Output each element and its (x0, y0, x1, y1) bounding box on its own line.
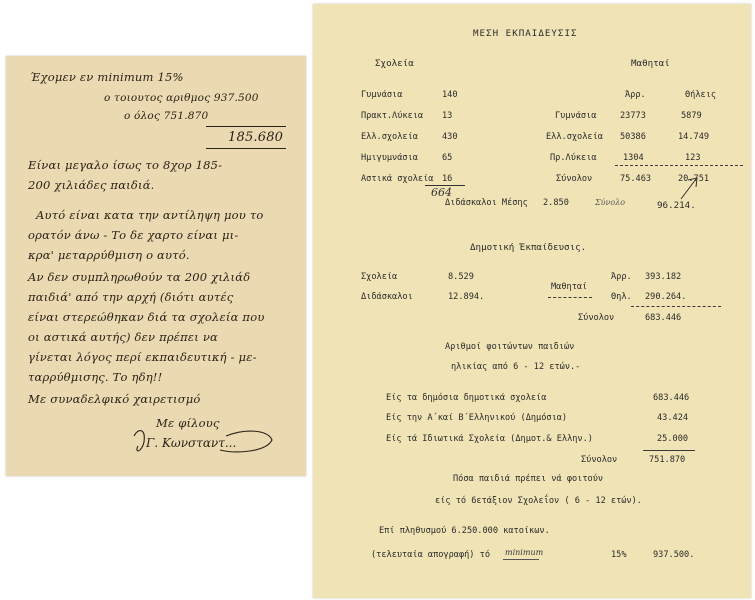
note-line: γίνεται λόγος περί εκπαιδευτική - με- (28, 350, 257, 364)
note-line: ο τοιουτος αριθμος 937.500 (104, 92, 259, 104)
handwritten-sum: 664 (431, 186, 452, 199)
attending-value: 683.446 (653, 393, 690, 403)
student-name: Ελλ.σχολεία (546, 132, 603, 142)
students-total-label: Σύνολον (556, 174, 593, 184)
note-line: Αν δεν συμπληρωθούν τα 200 χιλιάδ (28, 270, 251, 284)
primary-girls-value: 290.264. (645, 292, 687, 302)
attending-subtitle: ηλικίας από 6 - 12 ετών.- (451, 362, 581, 372)
population-value: 937.500. (653, 550, 695, 560)
doc-title: ΜΕΣΗ ΕΚΠΑΙΔΕΥΣΙΣ (473, 28, 578, 39)
school-name: Γυμνάσια (361, 90, 403, 100)
students-total-boys: 75.463 (620, 174, 652, 184)
note-line: παιδιά' από την αρχή (διότι αυτές (28, 290, 234, 304)
school-count: 65 (442, 153, 453, 163)
school-name: Ημιγυμνάσια (361, 153, 418, 163)
teachers-label: Διδάσκαλοι Μέσης (445, 198, 528, 208)
note-line: ορατόν άνω - Το δε χαρτο είναι μι- (28, 228, 239, 242)
student-name: Πρ.Λύκεια (550, 153, 597, 163)
attending-label: Είς τα δημόσια δημοτικά σχολεία (386, 393, 547, 403)
attending-total-value: 751.870 (649, 455, 686, 465)
primary-total-value: 683.446 (645, 313, 682, 323)
school-count: 16 (442, 174, 453, 184)
student-girls: 14.749 (678, 132, 710, 142)
question-line: Πόσα παιδιά πρέπει νά φοιτούν (453, 474, 604, 484)
school-name: Ελλ.σχολεία (361, 132, 418, 142)
attending-value: 43.424 (657, 413, 689, 423)
student-girls: 5879 (681, 111, 702, 121)
note-line: οι αστικά αυτής) δεν πρέπει να (28, 330, 219, 344)
primary-teachers-label: Διδάσκαλοι (361, 292, 413, 302)
note-line: Αυτό είναι κατα την αντίληψη μου το (36, 208, 264, 222)
handwritten-note (6, 56, 306, 476)
signature: Γ. Κωνσταντ... (146, 436, 237, 450)
signature-flourish (6, 56, 306, 476)
note-line: 200 χιλιάδες παιδιά. (28, 178, 155, 192)
student-boys: 1304 (623, 153, 644, 163)
note-line: είναι στερεώθηκαν διά τα σχολεία που (28, 310, 265, 324)
student-name: Γυμνάσια (555, 111, 597, 121)
note-line: Με συναδελφικό χαιρετισμό (28, 392, 201, 406)
note-line: ταρρύθμισης. Το ηδη!! (28, 370, 163, 384)
total-rule (631, 306, 721, 307)
primary-students-label: Μαθηταί (551, 282, 588, 292)
pencil-note: Σύνολο (595, 198, 626, 207)
primary-schools-label: Σχολεία (361, 272, 398, 282)
note-line: κρα' μεταρρύθμιση ο αυτό. (28, 248, 190, 262)
school-name: Αστικά σχολεία (361, 174, 434, 184)
teachers-value: 2.850 (543, 198, 569, 208)
population-line: (τελευταία απογραφή) τό (371, 550, 490, 560)
attending-label: Είς την Α΄καί Β΄Ελληνικού (Δημόσια) (386, 413, 568, 423)
school-count: 430 (442, 132, 458, 142)
question-line: είς τό 6ετάξιον Σχολεΐον ( 6 - 12 ετών). (435, 496, 642, 506)
population-percent: 15% (611, 550, 627, 560)
note-line: Έχομεν εν minimum 15% (30, 70, 184, 84)
primary-teachers-value: 12.894. (448, 292, 485, 302)
boys-header: Άρρ. (625, 90, 646, 100)
primary-boys-label: Άρρ. (611, 272, 632, 282)
primary-schools-value: 8.529 (448, 272, 474, 282)
note-line: Είναι μεγαλο ίσως το 8χορ 185- (28, 158, 223, 172)
total-rule (615, 165, 743, 166)
primary-boys-value: 393.182 (645, 272, 682, 282)
note-line: ο όλος 751.870 (124, 110, 209, 122)
primary-total-label: Σύνολον (578, 313, 615, 323)
handwritten-minimum: minimum (505, 548, 544, 557)
student-boys: 23773 (620, 111, 646, 121)
student-girls: 123 (685, 153, 701, 163)
students-label-rule (548, 297, 592, 298)
note-line: Με φίλους (156, 416, 220, 430)
attending-total-label: Σύνολον (581, 455, 618, 465)
note-line: 185.680 (228, 130, 284, 145)
school-count: 13 (442, 111, 453, 121)
minimum-underline (503, 559, 539, 560)
student-boys: 50386 (620, 132, 646, 142)
attending-title: Αριθμοί φοιτώντων παιδιών (445, 342, 575, 352)
population-line: Επί πληθυσμού 6.250.000 κατοίκων. (379, 526, 550, 536)
school-count: 140 (442, 90, 458, 100)
attending-value: 25.000 (657, 434, 689, 444)
schools-header: Σχολεία (375, 58, 414, 69)
school-name: Πρακτ.Λύκεια (361, 111, 424, 121)
girls-header: Θήλεις (685, 90, 717, 100)
typed-statistics-sheet (313, 4, 751, 598)
grand-total: 96.214. (657, 200, 696, 211)
attending-label: Είς τά Ιδιωτικά Σχολεία (Δημοτ.& Ελλην.) (386, 434, 593, 444)
primary-title: Δημοτική Έκπαίδευσις. (470, 242, 587, 253)
students-total-girls: 20.751 (678, 174, 710, 184)
students-header: Μαθηταί (631, 58, 670, 69)
total-rule (643, 450, 695, 451)
primary-girls-label: Θηλ. (611, 292, 632, 302)
